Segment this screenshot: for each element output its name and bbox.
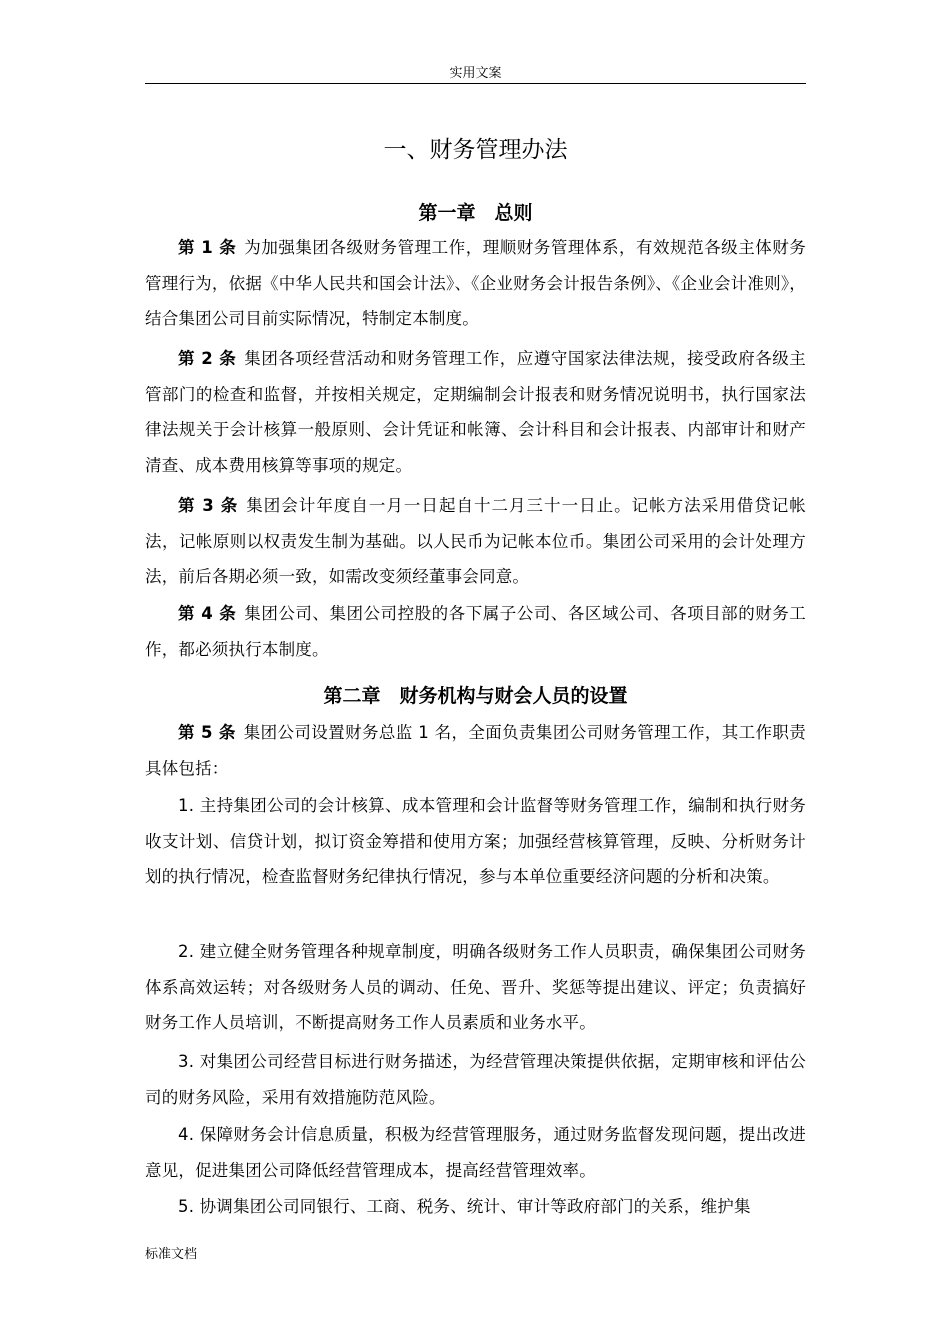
duty-item-1: 1. 主持集团公司的会计核算、成本管理和会计监督等财务管理工作，编制和执行财务收支计划、信贷计划，拟订资金筹措和使用方案；加强经营核算管理，反映、分析财务计划的执行情况，检查监督财务纪律执行情况，参与本单位重要经济问题的分析和决策。: [145, 796, 806, 886]
article-3-label: 第 3 条: [178, 496, 239, 515]
article-4-label: 第 4 条: [178, 604, 237, 623]
article-1: [145, 230, 806, 337]
article-1-label: 第 1 条: [178, 238, 237, 257]
article-2: [145, 341, 806, 483]
duty-item-5: 5. 协调集团公司同银行、工商、税务、统计、审计等政府部门的关系，维护集: [178, 1197, 751, 1216]
article-5-label: 第 5 条: [178, 723, 236, 742]
article-3: [145, 488, 806, 595]
header-rule: [145, 83, 806, 84]
article-3-text: 集团会计年度自一月一日起自十二月三十一日止。记帐方法采用借贷记帐法，记帐原则以权责发生制为基础。以人民币为记帐本位币。集团公司采用的会计处理方法，前后各期必须一致，如需改变须经董事会同意。: [145, 496, 806, 586]
article-4-text: 集团公司、集团公司控股的各下属子公司、各区域公司、各项目部的财务工作，都必须执行本制度。: [145, 604, 806, 659]
article-5-text: 集团公司设置财务总监 1 名，全面负责集团公司财务管理工作，其工作职责具体包括：: [145, 723, 806, 778]
article-5: [145, 715, 806, 786]
document-title: 一、财务管理办法: [383, 137, 568, 163]
page-footer: 标准文档: [145, 1247, 198, 1262]
duty-item-3: 3. 对集团公司经营目标进行财务描述，为经营管理决策提供依据，定期审核和评估公司的财务风险，采用有效措施防范风险。: [145, 1052, 806, 1107]
chapter-1-heading: 第一章 总则: [418, 202, 533, 224]
article-2-text: 集团各项经营活动和财务管理工作，应遵守国家法律法规，接受政府各级主管部门的检查和监督，并按相关规定，定期编制会计报表和财务情况说明书，执行国家法律法规关于会计核算一般原则、会计凭证和帐簿、会计科目和会计报表、内部审计和财产清查、成本费用核算等事项的规定。: [145, 349, 806, 475]
duty-item-4: 4. 保障财务会计信息质量，积极为经营管理服务，通过财务监督发现问题，提出改进意见，促进集团公司降低经营管理成本，提高经营管理效率。: [145, 1125, 806, 1180]
article-1-text: 为加强集团各级财务管理工作，理顺财务管理体系，有效规范各级主体财务管理行为，依据《中华人民共和国会计法》、《企业财务会计报告条例》、《企业会计准则》，结合集团公司目前实际情况，特制定本制度。: [145, 238, 806, 328]
page-header: 实用文案: [449, 66, 502, 81]
article-4: [145, 596, 806, 667]
article-2-label: 第 2 条: [178, 349, 237, 368]
chapter-2-heading: 第二章 财务机构与财会人员的设置: [323, 685, 628, 707]
duty-item-2: 2. 建立健全财务管理各种规章制度，明确各级财务工作人员职责，确保集团公司财务体系高效运转；对各级财务人员的调动、任免、晋升、奖惩等提出建议、评定；负责搞好财务工作人员培训，不断提高财务工作人员素质和业务水平。: [145, 942, 806, 1032]
